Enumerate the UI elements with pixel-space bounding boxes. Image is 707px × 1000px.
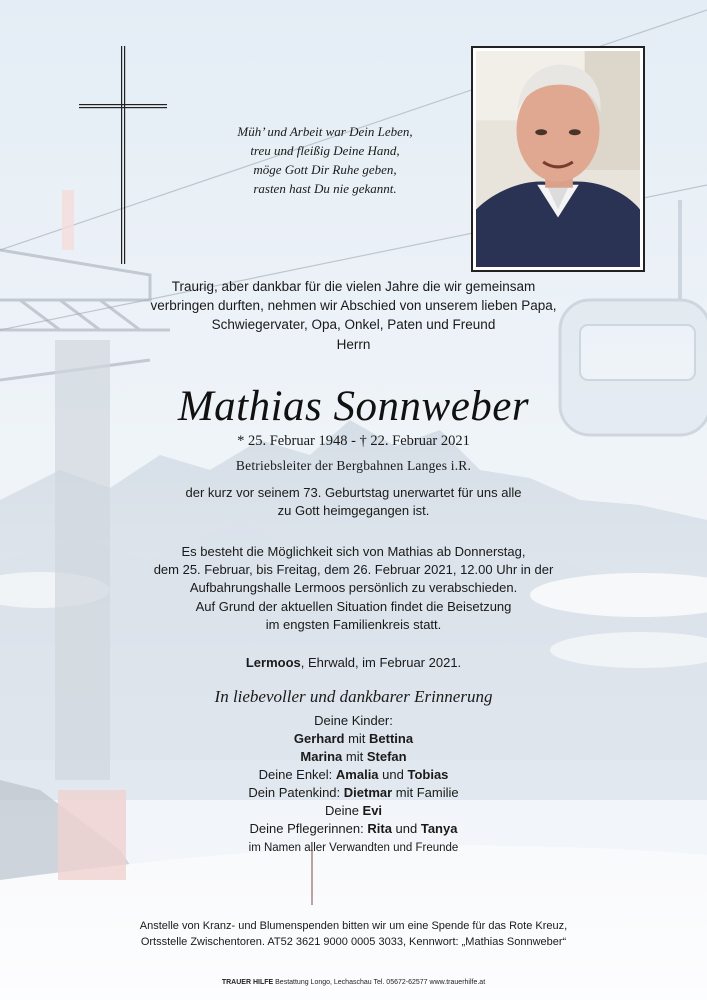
place-date [0, 654, 707, 672]
children-label: Deine Kinder: [314, 713, 393, 728]
godchild-label: Dein Patenkind: [248, 785, 344, 800]
poem-line: Müh’ und Arbeit war Dein Leben, [237, 124, 413, 139]
partner-name: Stefan [366, 749, 407, 764]
cross-icon [76, 44, 170, 268]
portrait-photo [471, 46, 645, 272]
godchild-entry [0, 784, 707, 802]
carers-label: Deine Pflegerinnen: [249, 821, 368, 836]
intro-line: verbringen durften, nehmen wir Abschied von unserem lieben Papa, [150, 298, 557, 313]
portrait-image [476, 51, 640, 267]
partner-label: Deine [324, 803, 363, 818]
announcement-line: zu Gott heimgegangen ist. [277, 503, 430, 518]
announcement-text [0, 484, 707, 520]
announcement-line: der kurz vor seinem 73. Geburtstag unerwartet für uns alle [185, 485, 522, 500]
carers-entry [0, 820, 707, 838]
credit-text: Bestattung Longo, Lechaschau Tel. 05672-62577 www.trauerhilfe.at [273, 979, 486, 986]
farewell-line: Es besteht die Möglichkeit sich von Mathias ab Donnerstag, [181, 544, 526, 559]
grandchildren-label: Deine Enkel: [258, 767, 336, 782]
grandchild-name: Tobias [407, 767, 449, 782]
place-bold: Lermoos [245, 655, 301, 670]
partner-name: Bettina [369, 731, 414, 746]
burial-text [0, 598, 707, 634]
funeral-home-credit [0, 978, 707, 988]
farewell-line: dem 25. Februar, bis Freitag, dem 26. Februar 2021, 12.00 Uhr in der [153, 562, 554, 577]
connector: mit [344, 731, 370, 746]
child-entry [0, 730, 707, 748]
life-dates: * 25. Februar 1948 - † 22. Februar 2021 [237, 433, 470, 449]
burial-line: Auf Grund der aktuellen Situation findet die Beisetzung [195, 599, 512, 614]
donation-line: Anstelle von Kranz- und Blumenspenden bitten wir um eine Spende für das Rote Kreuz, [139, 920, 568, 932]
family-list [0, 712, 707, 856]
connector: und [391, 821, 421, 836]
donation-line: Ortsstelle Zwischentoren. AT52 3621 9000 0005 3033, Kennwort: „Mathias Sonnweber“ [140, 936, 567, 948]
intro-text [0, 277, 707, 354]
child-name: Gerhard [293, 731, 345, 746]
intro-line: Traurig, aber dankbar für die vielen Jahre die wir gemeinsam [171, 279, 536, 294]
child-name: Marina [300, 749, 343, 764]
godchild-rest: mit Familie [392, 785, 459, 800]
burial-line: im engsten Familienkreis statt. [265, 617, 442, 632]
grandchild-name: Amalia [335, 767, 379, 782]
partner-entry [0, 802, 707, 820]
poem-line: möge Gott Dir Ruhe geben, [253, 162, 397, 177]
credit-brand: TRAUER HILFE [221, 979, 274, 986]
godchild-name: Dietmar [343, 785, 393, 800]
intro-line: Schwiegervater, Opa, Onkel, Paten und Freund [211, 317, 496, 332]
farewell-text [0, 543, 707, 597]
farewell-line: Aufbahrungshalle Lermoos persönlich zu verabschieden. [189, 580, 518, 595]
poem [185, 122, 465, 198]
child-entry [0, 748, 707, 766]
carer-name: Tanya [420, 821, 458, 836]
connector: mit [342, 749, 367, 764]
relatives-line: im Namen aller Verwandten und Freunde [248, 842, 459, 854]
poem-line: treu und fleißig Deine Hand, [250, 143, 400, 158]
partner-first-name: Evi [362, 803, 383, 818]
place-rest: , Ehrwald, im Februar 2021. [300, 655, 462, 670]
deceased-name: Mathias Sonnweber [177, 383, 530, 430]
donation-note [0, 918, 707, 950]
memory-heading: In liebevoller und dankbarer Erinnerung [214, 687, 493, 706]
connector: und [378, 767, 408, 782]
deceased-role: Betriebsleiter der Bergbahnen Langes i.R. [235, 458, 472, 473]
salutation: Herrn [336, 337, 371, 352]
grandchildren-entry [0, 766, 707, 784]
poem-line: rasten hast Du nie gekannt. [253, 181, 397, 196]
carer-name: Rita [367, 821, 392, 836]
